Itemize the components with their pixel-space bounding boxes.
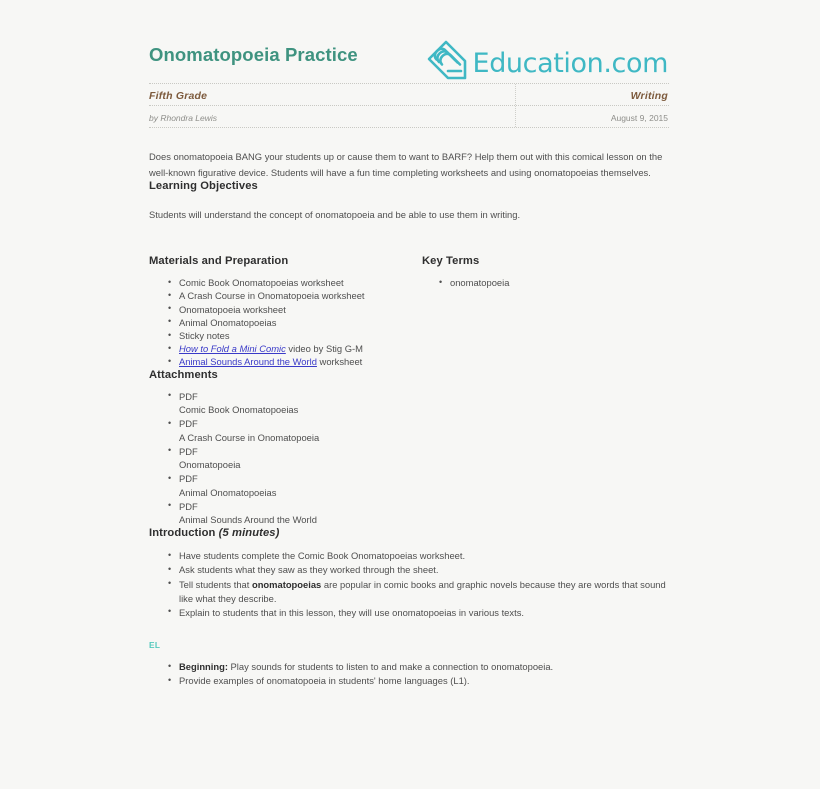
introduction-heading [149,527,669,539]
material-label: Comic Book Onomatopoeias worksheet [179,277,344,289]
vertical-divider [515,84,516,105]
list-item [179,329,422,342]
list-item [179,578,669,606]
attachment-type: PDF [179,445,198,457]
attachment-type: PDF [179,418,198,430]
key-terms-heading: Key Terms [422,255,480,268]
attachment-name: A Crash Course in Onomatopoeia [179,431,320,443]
list-item [179,342,422,355]
learning-objectives-heading: Learning Objectives [149,180,258,193]
page-fold-clip [149,753,820,789]
publish-date: August 9, 2015 [610,112,668,123]
material-link[interactable]: How to Fold a Mini Comic [179,343,286,355]
list-item [179,390,669,417]
el-step-label: Beginning: [179,660,228,672]
material-label: A Crash Course in Onomatopoeia worksheet [179,290,365,302]
attachments-list [149,390,669,527]
list-item [450,276,669,289]
introduction-heading-text: Introduction [149,527,216,540]
author-byline: by Rhondra Lewis [149,112,218,123]
introduction-duration: (5 minutes) [218,527,280,540]
page-content [149,0,669,688]
el-steps-list [149,660,669,688]
list-item [179,500,669,527]
material-label: worksheet [316,356,363,368]
document-header [149,0,669,128]
attachment-name: Onomatopoeia [179,459,241,471]
lesson-summary: Does onomatopoeia BANG your students up or cause them to want to BARF? Help them out with this comical lesson on the well-known figurative device. Students will have a fun time completing worksheets and using onomatopoeias themselves. [149,151,663,178]
el-support-label: EL [149,639,161,650]
learning-objectives-text: Students will understand the concept of onomatopoeia and be able to use them in writing. [149,209,521,221]
grade-subject-row [149,84,669,105]
page-title: Onomatopoeia Practice [149,44,358,65]
subject-label: Writing [630,89,668,102]
materials-heading: Materials and Preparation [149,255,289,268]
list-item [179,549,669,563]
pencil-page-icon [425,38,471,84]
education-com-logo[interactable] [425,38,668,84]
attachments-heading: Attachments [149,368,218,381]
list-item [179,289,422,302]
step-text: Tell students that [179,578,252,590]
attachment-name: Animal Onomatopoeias [179,486,277,498]
step-text: Have students complete the Comic Book Onomatopoeias worksheet. [179,550,466,562]
list-item [179,276,422,289]
grade-label: Fifth Grade [149,89,208,102]
list-item [179,563,669,577]
key-term-label: onomatopoeia [450,277,510,289]
attachment-name: Comic Book Onomatopoeias [179,404,299,416]
el-step-text: Provide examples of onomatopoeia in students' home languages (L1). [179,674,470,686]
material-label: video by Stig G-M [285,343,363,355]
key-terms-list [422,276,669,289]
list-item [179,445,669,472]
list-item [179,316,422,329]
attachment-name: Animal Sounds Around the World [179,514,317,526]
key-terms-column [422,255,669,368]
list-item [179,417,669,444]
step-text-cont: are popular in comic books and graphic novels because they are words that sound like what they describe. [179,578,666,604]
step-text: Ask students what they saw as they worked through the sheet. [179,564,439,576]
materials-keyterms-columns [149,255,669,368]
material-label: Sticky notes [179,330,230,341]
material-label: Onomatopoeia worksheet [179,303,286,315]
introduction-steps-list [149,549,669,619]
materials-list [149,276,422,368]
divider-bottom [149,127,669,128]
list-item [179,660,669,674]
step-text: Explain to students that in this lesson, they will use onomatopoeias in various texts. [179,606,524,618]
materials-column [149,255,422,368]
el-step-text: Play sounds for students to listen to and make a connection to onomatopoeia. [227,660,554,672]
attachment-type: PDF [179,500,198,512]
attachment-type: PDF [179,473,198,485]
step-emphasis: onomatopoeias [251,578,322,590]
list-item [179,472,669,499]
list-item [179,355,422,368]
logo-wordmark: Education.com [472,47,668,79]
vertical-divider-lower [515,106,516,127]
byline-date-row [149,106,669,127]
list-item [179,303,422,316]
list-item [179,674,669,688]
material-link[interactable]: Animal Sounds Around the World [179,356,317,368]
list-item [179,606,669,620]
attachment-type: PDF [179,390,198,402]
material-label: Animal Onomatopoeias [179,316,277,328]
